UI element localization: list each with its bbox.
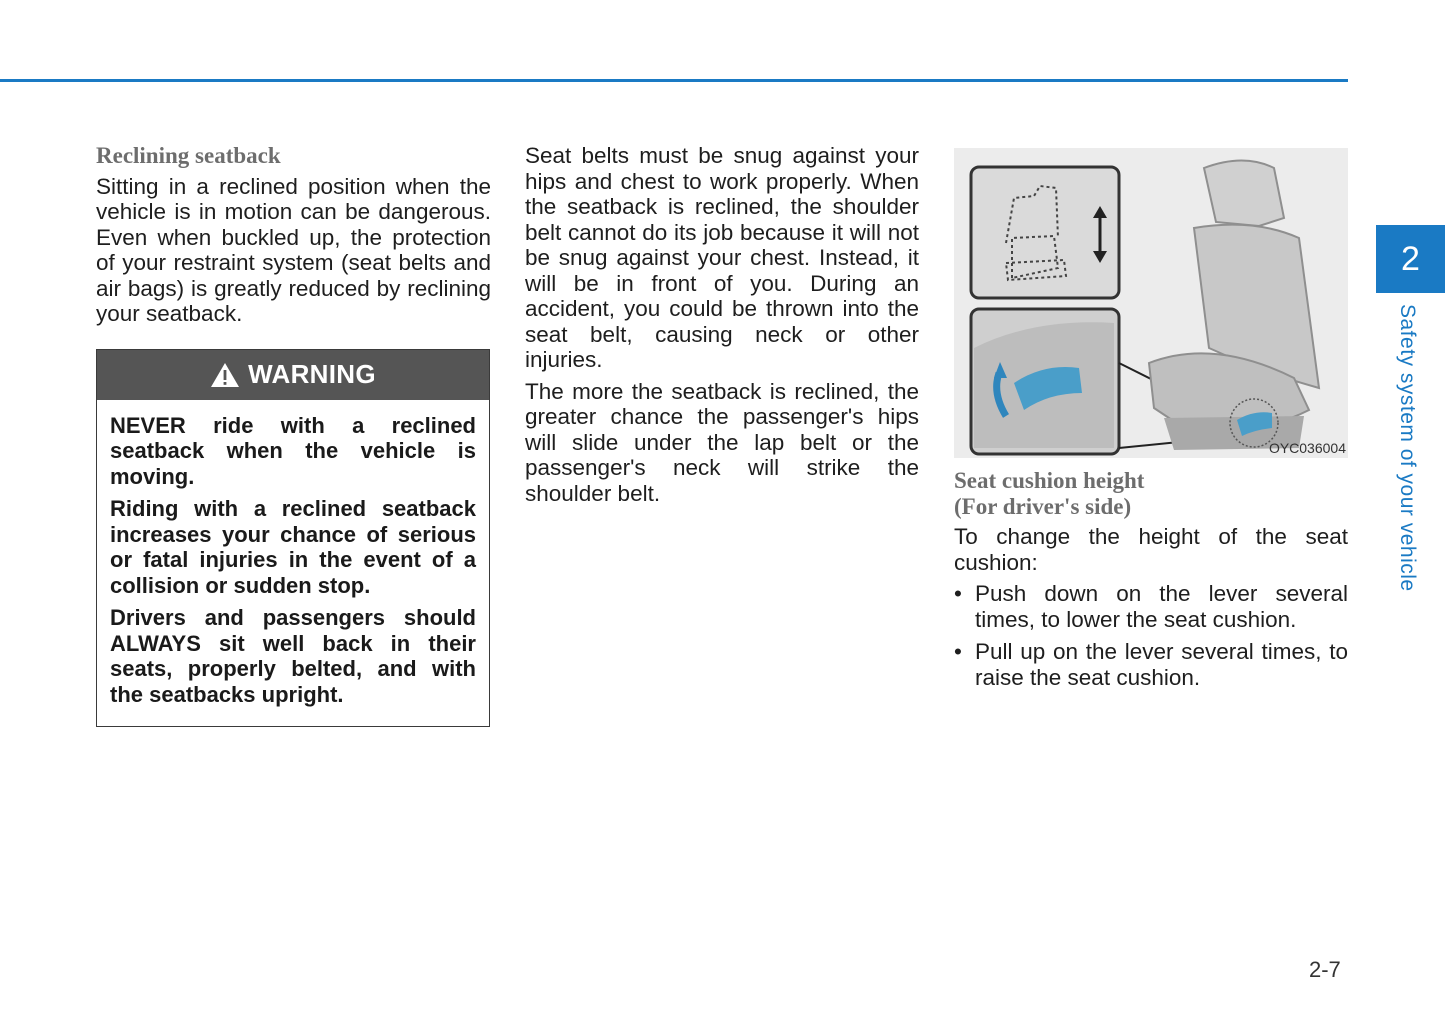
heading-line: (For driver's side): [954, 493, 1132, 519]
column-left: [96, 143, 491, 727]
figure-code: OYC036004: [1268, 440, 1346, 456]
seatbelt-paragraph: Seat belts must be snug against your hips and chest to work properly. When the seatback is reclined, the shoulder belt cannot do its job because it will not be snug against your chest. Instead, it will be in front of you. During an accident, you could be thrown into the seat belt, causing neck or other injuries.: [525, 143, 919, 372]
warning-body: [97, 400, 489, 727]
chapter-tab: 2: [1376, 225, 1445, 293]
warning-paragraph: Drivers and passengers should ALWAYS sit well back in their seats, properly belted, and with the seatbacks upright.: [110, 605, 476, 707]
warning-paragraph: Riding with a reclined seatback increases your chance of serious or fatal injuries in the event of a collision or sudden stop.: [110, 496, 476, 598]
heading-line: Seat cushion height: [954, 468, 1145, 493]
reclining-paragraph: Sitting in a reclined position when the vehicle is in motion can be dangerous. Even when buckled up, the protection of your restraint system (seat belts and air bags) is greatly reduced by reclining your seatback.: [96, 173, 491, 326]
top-rule: [0, 79, 1348, 82]
warning-header: [97, 350, 489, 400]
warning-title: WARNING: [248, 359, 376, 389]
column-right: [954, 143, 1348, 697]
chapter-title: Safety system of your vehicle: [1396, 304, 1419, 592]
section-heading-reclining: Reclining seatback: [96, 143, 281, 168]
list-item: • Push down on the lever several times, to lower the seat cushion.: [954, 581, 1348, 632]
seat-illustration: [954, 148, 1348, 458]
warning-box: [96, 349, 490, 728]
section-heading-cushion: [954, 468, 1348, 519]
column-middle: [525, 143, 919, 512]
warning-paragraph: NEVER ride with a reclined seatback when the vehicle is moving.: [110, 412, 476, 489]
seat-height-figure: [954, 148, 1348, 458]
list-item: • Pull up on the lever several times, to raise the seat cushion.: [954, 639, 1348, 690]
warning-triangle-icon: [210, 362, 240, 388]
list-item-text: Pull up on the lever several times, to raise the seat cushion.: [975, 639, 1348, 690]
list-item-text: Push down on the lever several times, to lower the seat cushion.: [975, 581, 1348, 632]
page-number: 2-7: [1309, 957, 1341, 982]
recline-risk-paragraph: The more the seatback is reclined, the greater chance the passenger's hips will slide under the lap belt or the passenger's neck will strike the shoulder belt.: [525, 378, 919, 506]
cushion-steps: [954, 581, 1348, 690]
cushion-intro: To change the height of the seat cushion:: [954, 524, 1348, 575]
